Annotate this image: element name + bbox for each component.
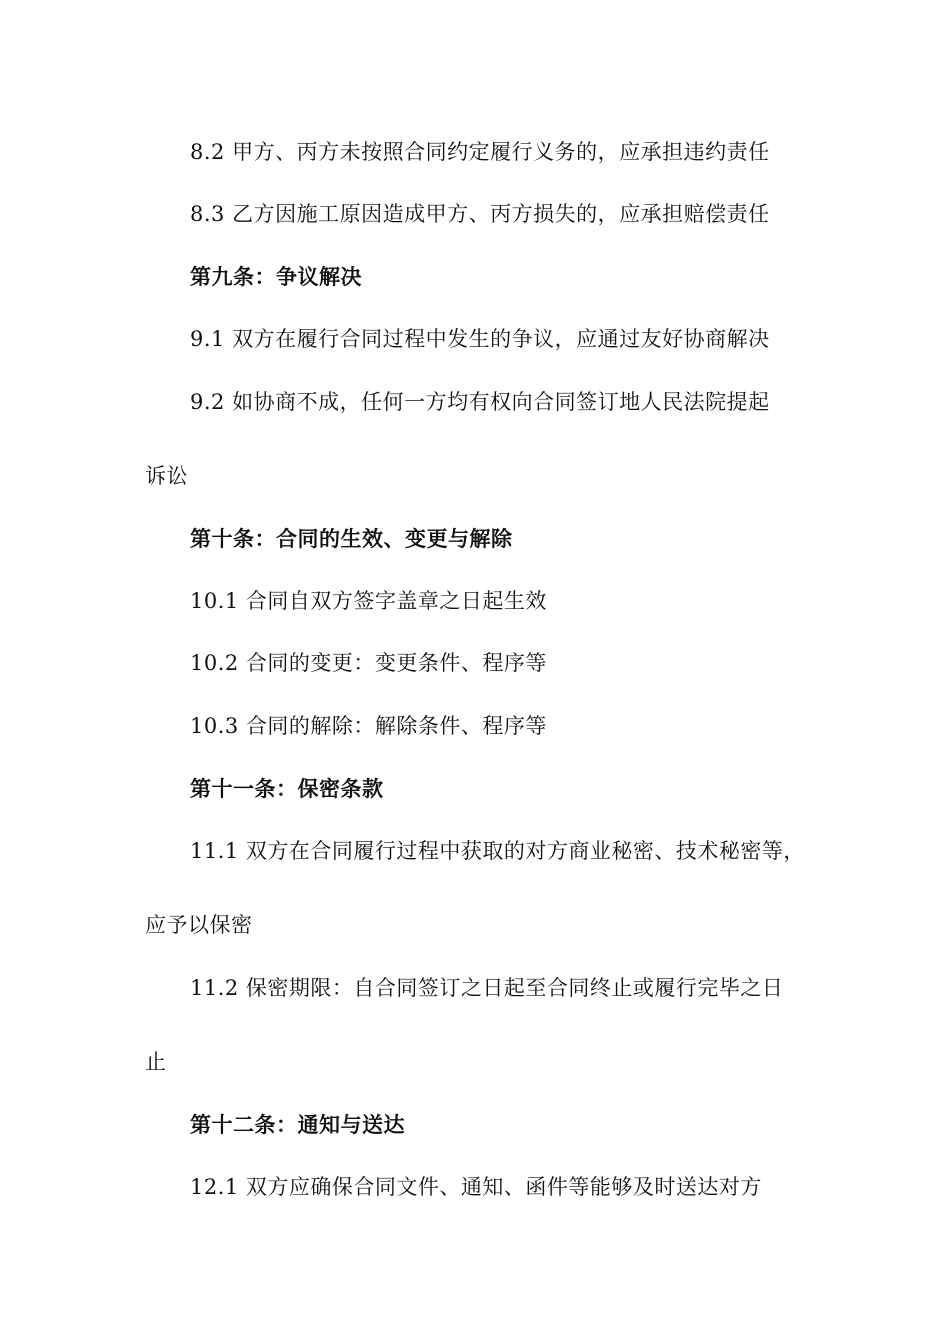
clause-9-2-continuation: 诉讼 — [145, 464, 188, 488]
clause-11-1-continuation: 应予以保密 — [145, 913, 253, 937]
clause-12-1: 12.1 双方应确保合同文件、通知、函件等能够及时送达对方 — [190, 1175, 762, 1199]
section-heading-9: 第九条：争议解决 — [190, 265, 362, 289]
section-heading-10: 第十条：合同的生效、变更与解除 — [190, 527, 513, 551]
clause-11-2-continuation: 止 — [145, 1050, 167, 1074]
clause-10-2: 10.2 合同的变更：变更条件、程序等 — [190, 651, 547, 675]
clause-9-1: 9.1 双方在履行合同过程中发生的争议，应通过友好协商解决 — [190, 327, 770, 351]
clause-8-3: 8.3 乙方因施工原因造成甲方、丙方损失的，应承担赔偿责任 — [190, 202, 770, 226]
clause-11-2: 11.2 保密期限：自合同签订之日起至合同终止或履行完毕之日 — [190, 976, 784, 1000]
clause-9-2: 9.2 如协商不成，任何一方均有权向合同签订地人民法院提起 — [190, 390, 770, 414]
clause-10-3: 10.3 合同的解除：解除条件、程序等 — [190, 714, 547, 738]
section-heading-11: 第十一条：保密条款 — [190, 777, 384, 801]
clause-8-2: 8.2 甲方、丙方未按照合同约定履行义务的，应承担违约责任 — [190, 140, 770, 164]
section-heading-12: 第十二条：通知与送达 — [190, 1113, 405, 1137]
clause-11-1: 11.1 双方在合同履行过程中获取的对方商业秘密、技术秘密等， — [190, 839, 805, 863]
clause-10-1: 10.1 合同自双方签字盖章之日起生效 — [190, 589, 547, 613]
